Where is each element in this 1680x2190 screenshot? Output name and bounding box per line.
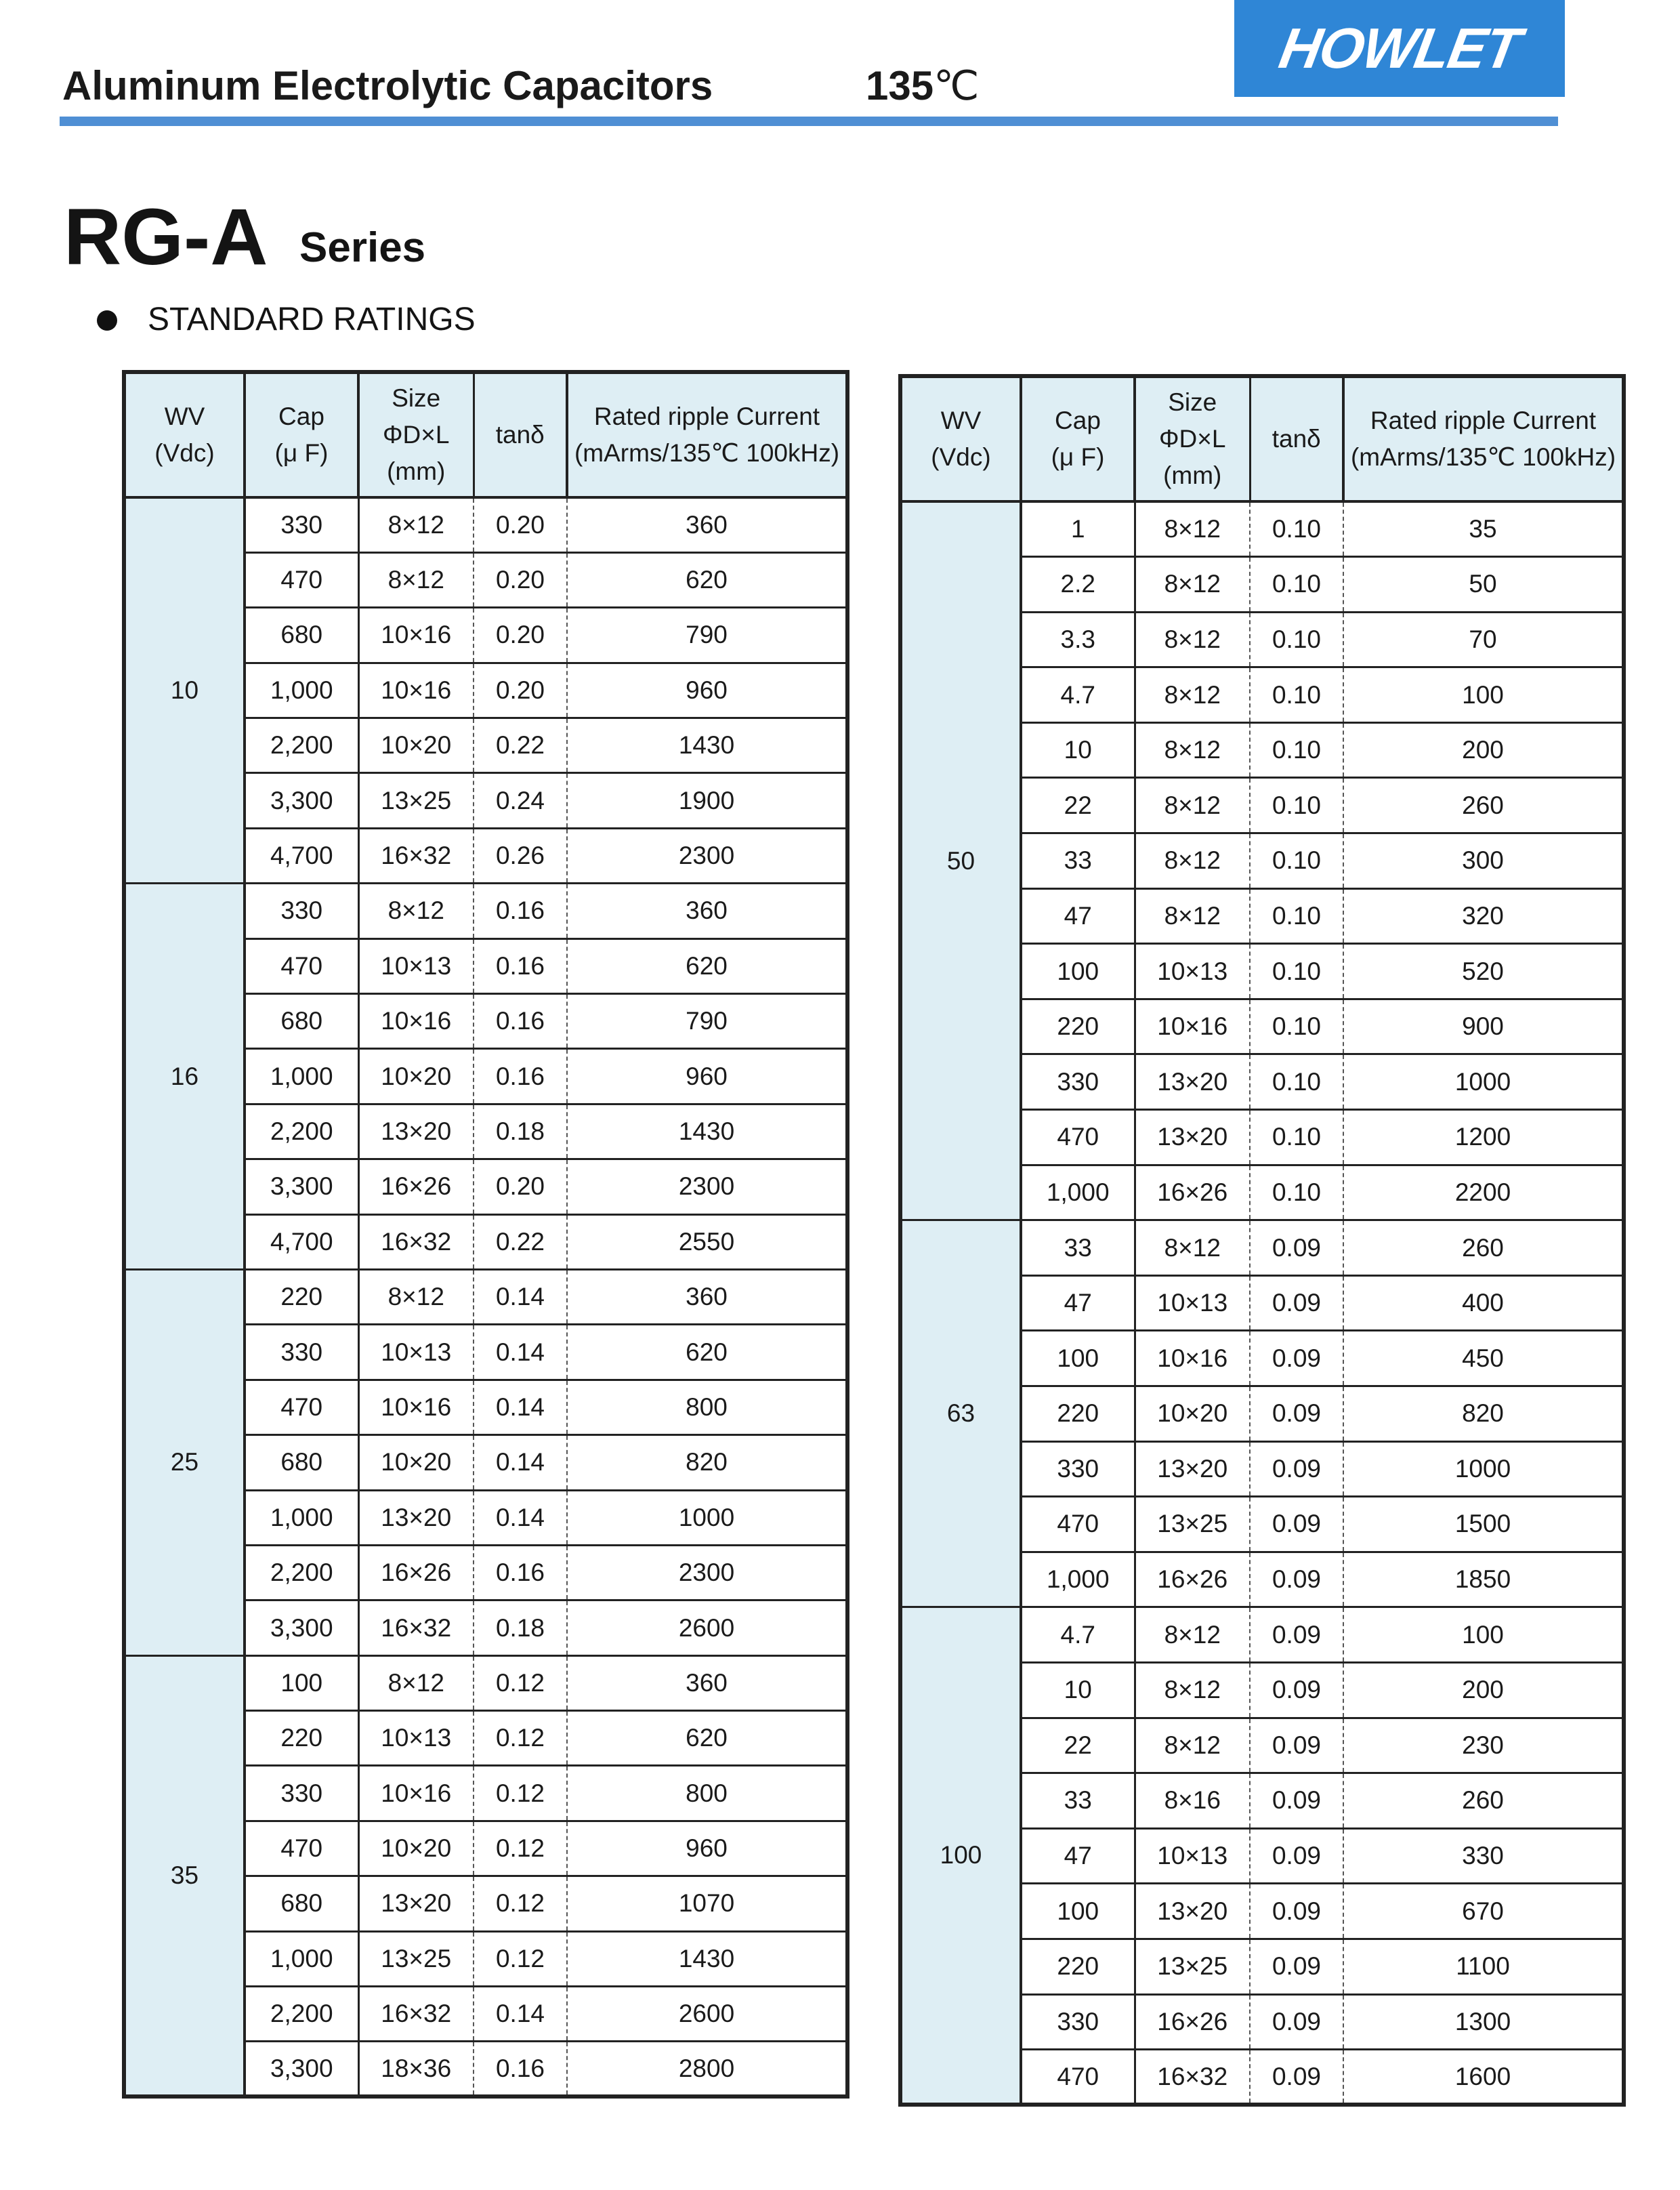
column-header-ripple: Rated ripple Current (mArms/135℃ 100kHz) [567, 372, 847, 497]
cap-cell: 1,000 [245, 1490, 358, 1545]
column-header-wv: WV (Vdc) [124, 372, 245, 497]
size-cell: 10×16 [358, 608, 474, 663]
size-cell: 13×20 [1135, 1441, 1250, 1497]
tan-cell: 0.10 [1250, 557, 1343, 613]
tan-cell: 0.09 [1250, 1497, 1343, 1552]
tan-cell: 0.09 [1250, 1773, 1343, 1829]
size-cell: 10×16 [1135, 1331, 1250, 1386]
cap-cell: 330 [245, 1325, 358, 1380]
ratings-body-left [124, 497, 847, 2096]
ripple-cell: 1500 [1343, 1497, 1624, 1552]
tan-cell: 0.18 [474, 1600, 567, 1655]
ripple-cell: 1300 [1343, 1994, 1624, 2050]
cap-cell: 3,300 [245, 2042, 358, 2096]
tan-cell: 0.14 [474, 1325, 567, 1380]
cap-cell: 470 [1021, 2050, 1135, 2105]
ripple-cell: 360 [567, 1655, 847, 1710]
size-cell: 8×12 [1135, 667, 1250, 723]
size-cell: 16×26 [1135, 1552, 1250, 1607]
column-header-size: Size ΦD×L (mm) [358, 372, 474, 497]
tan-cell: 0.20 [474, 497, 567, 552]
size-cell: 10×16 [358, 1766, 474, 1821]
table-header-row [900, 376, 1624, 501]
table-header-row [124, 372, 847, 497]
tan-cell: 0.09 [1250, 2050, 1343, 2105]
size-cell: 8×12 [1135, 1220, 1250, 1276]
size-cell: 8×12 [358, 552, 474, 607]
tan-cell: 0.10 [1250, 1165, 1343, 1220]
temperature-value: 135 [866, 63, 934, 108]
cap-cell: 1,000 [1021, 1165, 1135, 1220]
ripple-cell: 450 [1343, 1331, 1624, 1386]
size-cell: 8×12 [358, 1655, 474, 1710]
tan-cell: 0.24 [474, 773, 567, 828]
cap-cell: 470 [245, 552, 358, 607]
ripple-cell: 200 [1343, 1662, 1624, 1718]
tan-cell: 0.10 [1250, 722, 1343, 778]
tan-cell: 0.10 [1250, 833, 1343, 889]
ratings-body-right [900, 501, 1624, 2105]
column-header-size: Size ΦD×L (mm) [1135, 376, 1250, 501]
cap-cell: 330 [1021, 1994, 1135, 2050]
size-cell: 16×32 [358, 1987, 474, 2042]
cap-cell: 2,200 [245, 718, 358, 773]
ripple-cell: 1000 [567, 1490, 847, 1545]
size-cell: 8×12 [1135, 557, 1250, 613]
cap-cell: 100 [1021, 1331, 1135, 1386]
tan-cell: 0.10 [1250, 944, 1343, 999]
tan-cell: 0.22 [474, 1214, 567, 1269]
cap-cell: 680 [245, 1435, 358, 1490]
cap-cell: 220 [1021, 1939, 1135, 1994]
size-cell: 10×13 [358, 1711, 474, 1766]
cap-cell: 680 [245, 1876, 358, 1931]
wv-cell: 25 [124, 1269, 245, 1655]
tan-cell: 0.16 [474, 1545, 567, 1600]
size-cell: 8×16 [1135, 1773, 1250, 1829]
size-cell: 16×26 [358, 1159, 474, 1214]
size-cell: 13×20 [358, 1490, 474, 1545]
ripple-cell: 670 [1343, 1884, 1624, 1939]
cap-cell: 680 [245, 608, 358, 663]
cap-cell: 4,700 [245, 1214, 358, 1269]
cap-cell: 10 [1021, 1662, 1135, 1718]
cap-cell: 47 [1021, 1828, 1135, 1884]
cap-cell: 220 [245, 1711, 358, 1766]
ripple-cell: 2800 [567, 2042, 847, 2096]
size-cell: 13×20 [358, 1876, 474, 1931]
cap-cell: 100 [1021, 1884, 1135, 1939]
ripple-cell: 1200 [1343, 1110, 1624, 1165]
size-cell: 18×36 [358, 2042, 474, 2096]
size-cell: 8×12 [1135, 1607, 1250, 1663]
cap-cell: 470 [1021, 1497, 1135, 1552]
section-label: STANDARD RATINGS [148, 302, 476, 337]
ripple-cell: 50 [1343, 557, 1624, 613]
ripple-cell: 820 [567, 1435, 847, 1490]
tan-cell: 0.10 [1250, 667, 1343, 723]
ratings-table-left [122, 370, 849, 2099]
ripple-cell: 1600 [1343, 2050, 1624, 2105]
size-cell: 8×12 [1135, 888, 1250, 944]
size-cell: 13×25 [1135, 1939, 1250, 1994]
size-cell: 10×13 [358, 938, 474, 993]
size-cell: 13×20 [1135, 1054, 1250, 1110]
ratings-table-right [898, 374, 1626, 2107]
size-cell: 10×13 [1135, 1828, 1250, 1884]
ripple-cell: 35 [1343, 501, 1624, 557]
size-cell: 10×20 [1135, 1386, 1250, 1442]
size-cell: 10×16 [358, 994, 474, 1049]
size-cell: 8×12 [1135, 612, 1250, 667]
cap-cell: 470 [245, 1821, 358, 1876]
tan-cell: 0.18 [474, 1104, 567, 1159]
ripple-cell: 100 [1343, 1607, 1624, 1663]
ripple-cell: 1430 [567, 1931, 847, 1986]
cap-cell: 3.3 [1021, 612, 1135, 667]
wv-cell: 100 [900, 1607, 1021, 2105]
ripple-cell: 800 [567, 1380, 847, 1434]
ripple-cell: 1850 [1343, 1552, 1624, 1607]
ripple-cell: 100 [1343, 667, 1624, 723]
ripple-cell: 1900 [567, 773, 847, 828]
size-cell: 10×20 [358, 1049, 474, 1104]
cap-cell: 100 [1021, 944, 1135, 999]
series-suffix: Series [299, 224, 426, 271]
tan-cell: 0.12 [474, 1766, 567, 1821]
size-cell: 10×20 [358, 1435, 474, 1490]
cap-cell: 330 [1021, 1441, 1135, 1497]
tan-cell: 0.09 [1250, 1662, 1343, 1718]
size-cell: 10×16 [358, 1380, 474, 1434]
tan-cell: 0.12 [474, 1931, 567, 1986]
cap-cell: 33 [1021, 833, 1135, 889]
size-cell: 16×26 [1135, 1165, 1250, 1220]
tan-cell: 0.20 [474, 663, 567, 718]
tan-cell: 0.22 [474, 718, 567, 773]
cap-cell: 220 [1021, 1386, 1135, 1442]
tan-cell: 0.09 [1250, 1718, 1343, 1773]
ripple-cell: 2200 [1343, 1165, 1624, 1220]
cap-cell: 3,300 [245, 1600, 358, 1655]
cap-cell: 22 [1021, 778, 1135, 833]
size-cell: 16×32 [1135, 2050, 1250, 2105]
size-cell: 8×12 [358, 884, 474, 938]
logo-text: HOWLET [1274, 16, 1525, 80]
size-cell: 10×20 [358, 718, 474, 773]
document-title: Aluminum Electrolytic Capacitors [62, 63, 713, 108]
cap-cell: 100 [245, 1655, 358, 1710]
cap-cell: 220 [245, 1269, 358, 1324]
tan-cell: 0.20 [474, 552, 567, 607]
size-cell: 8×12 [1135, 501, 1250, 557]
cap-cell: 3,300 [245, 773, 358, 828]
size-cell: 8×12 [1135, 778, 1250, 833]
cap-cell: 33 [1021, 1220, 1135, 1276]
column-header-ripple: Rated ripple Current (mArms/135℃ 100kHz) [1343, 376, 1624, 501]
tan-cell: 0.09 [1250, 1884, 1343, 1939]
tan-cell: 0.12 [474, 1821, 567, 1876]
tan-cell: 0.10 [1250, 888, 1343, 944]
size-cell: 8×12 [358, 1269, 474, 1324]
ripple-cell: 230 [1343, 1718, 1624, 1773]
size-cell: 13×20 [1135, 1884, 1250, 1939]
ripple-cell: 70 [1343, 612, 1624, 667]
column-header-wv: WV (Vdc) [900, 376, 1021, 501]
tan-cell: 0.10 [1250, 501, 1343, 557]
ripple-cell: 620 [567, 552, 847, 607]
column-header-cap: Cap (μ F) [245, 372, 358, 497]
tan-cell: 0.09 [1250, 1331, 1343, 1386]
size-cell: 10×16 [358, 663, 474, 718]
ripple-cell: 200 [1343, 722, 1624, 778]
cap-cell: 1,000 [245, 663, 358, 718]
size-cell: 16×26 [1135, 1994, 1250, 2050]
ripple-cell: 960 [567, 1049, 847, 1104]
size-cell: 16×26 [358, 1545, 474, 1600]
tan-cell: 0.20 [474, 1159, 567, 1214]
ripple-cell: 1430 [567, 1104, 847, 1159]
cap-cell: 330 [245, 1766, 358, 1821]
ripple-cell: 800 [567, 1766, 847, 1821]
header-divider [60, 117, 1558, 126]
wv-cell: 63 [900, 1220, 1021, 1607]
cap-cell: 4,700 [245, 828, 358, 883]
tan-cell: 0.16 [474, 884, 567, 938]
tan-cell: 0.12 [474, 1876, 567, 1931]
size-cell: 13×20 [1135, 1110, 1250, 1165]
cap-cell: 470 [1021, 1110, 1135, 1165]
table-row [124, 497, 847, 552]
size-cell: 13×20 [358, 1104, 474, 1159]
tan-cell: 0.09 [1250, 1939, 1343, 1994]
tan-cell: 0.10 [1250, 999, 1343, 1054]
temperature-rating [866, 62, 980, 110]
ripple-cell: 900 [1343, 999, 1624, 1054]
cap-cell: 470 [245, 1380, 358, 1434]
size-cell: 16×32 [358, 1600, 474, 1655]
tan-cell: 0.09 [1250, 1220, 1343, 1276]
tan-cell: 0.09 [1250, 1552, 1343, 1607]
size-cell: 10×13 [1135, 1275, 1250, 1331]
ripple-cell: 1100 [1343, 1939, 1624, 1994]
ripple-cell: 320 [1343, 888, 1624, 944]
size-cell: 13×25 [358, 773, 474, 828]
size-cell: 13×25 [358, 1931, 474, 1986]
ripple-cell: 1000 [1343, 1441, 1624, 1497]
tan-cell: 0.10 [1250, 1110, 1343, 1165]
tan-cell: 0.09 [1250, 1386, 1343, 1442]
cap-cell: 4.7 [1021, 1607, 1135, 1663]
cap-cell: 470 [245, 938, 358, 993]
tan-cell: 0.16 [474, 2042, 567, 2096]
ripple-cell: 400 [1343, 1275, 1624, 1331]
table-row [900, 1220, 1624, 1276]
tan-cell: 0.14 [474, 1987, 567, 2042]
tan-cell: 0.10 [1250, 612, 1343, 667]
size-cell: 10×13 [1135, 944, 1250, 999]
tan-cell: 0.26 [474, 828, 567, 883]
size-cell: 16×32 [358, 828, 474, 883]
cap-cell: 1,000 [245, 1931, 358, 1986]
ripple-cell: 620 [567, 1711, 847, 1766]
table-row [124, 1269, 847, 1324]
ripple-cell: 260 [1343, 778, 1624, 833]
tan-cell: 0.14 [474, 1269, 567, 1324]
ripple-cell: 260 [1343, 1220, 1624, 1276]
tan-cell: 0.09 [1250, 1994, 1343, 2050]
ripple-cell: 2600 [567, 1987, 847, 2042]
wv-cell: 16 [124, 884, 245, 1270]
ripple-cell: 1000 [1343, 1054, 1624, 1110]
ripple-cell: 620 [567, 1325, 847, 1380]
ripple-cell: 360 [567, 1269, 847, 1324]
cap-cell: 22 [1021, 1718, 1135, 1773]
size-cell: 8×12 [1135, 1662, 1250, 1718]
size-cell: 10×13 [358, 1325, 474, 1380]
tan-cell: 0.14 [474, 1435, 567, 1490]
ripple-cell: 2300 [567, 1159, 847, 1214]
tan-cell: 0.12 [474, 1711, 567, 1766]
tan-cell: 0.09 [1250, 1441, 1343, 1497]
size-cell: 10×16 [1135, 999, 1250, 1054]
ripple-cell: 790 [567, 994, 847, 1049]
ripple-cell: 520 [1343, 944, 1624, 999]
cap-cell: 47 [1021, 1275, 1135, 1331]
column-header-tan: tanδ [474, 372, 567, 497]
table-row [124, 1655, 847, 1710]
tan-cell: 0.16 [474, 994, 567, 1049]
column-header-cap: Cap (μ F) [1021, 376, 1135, 501]
wv-cell: 35 [124, 1655, 245, 2096]
tan-cell: 0.12 [474, 1655, 567, 1710]
ripple-cell: 360 [567, 884, 847, 938]
ripple-cell: 1430 [567, 718, 847, 773]
ripple-cell: 960 [567, 1821, 847, 1876]
ripple-cell: 2300 [567, 828, 847, 883]
cap-cell: 33 [1021, 1773, 1135, 1829]
size-cell: 8×12 [1135, 722, 1250, 778]
tan-cell: 0.14 [474, 1490, 567, 1545]
cap-cell: 1,000 [1021, 1552, 1135, 1607]
tan-cell: 0.16 [474, 938, 567, 993]
cap-cell: 4.7 [1021, 667, 1135, 723]
cap-cell: 1,000 [245, 1049, 358, 1104]
column-header-tan: tanδ [1250, 376, 1343, 501]
series-name: RG-A [64, 192, 268, 282]
table-row [124, 884, 847, 938]
ripple-cell: 960 [567, 663, 847, 718]
ripple-cell: 330 [1343, 1828, 1624, 1884]
cap-cell: 1 [1021, 501, 1135, 557]
cap-cell: 2,200 [245, 1545, 358, 1600]
cap-cell: 2.2 [1021, 557, 1135, 613]
wv-cell: 10 [124, 497, 245, 884]
temperature-unit: ℃ [933, 63, 980, 108]
tan-cell: 0.09 [1250, 1275, 1343, 1331]
ripple-cell: 300 [1343, 833, 1624, 889]
cap-cell: 3,300 [245, 1159, 358, 1214]
cap-cell: 2,200 [245, 1104, 358, 1159]
ripple-cell: 820 [1343, 1386, 1624, 1442]
size-cell: 8×12 [1135, 1718, 1250, 1773]
cap-cell: 47 [1021, 888, 1135, 944]
wv-cell: 50 [900, 501, 1021, 1220]
size-cell: 16×32 [358, 1214, 474, 1269]
cap-cell: 330 [245, 884, 358, 938]
tan-cell: 0.14 [474, 1380, 567, 1434]
tan-cell: 0.10 [1250, 1054, 1343, 1110]
ripple-cell: 1070 [567, 1876, 847, 1931]
ripple-cell: 360 [567, 497, 847, 552]
cap-cell: 10 [1021, 722, 1135, 778]
ripple-cell: 620 [567, 938, 847, 993]
ripple-cell: 2600 [567, 1600, 847, 1655]
size-cell: 13×25 [1135, 1497, 1250, 1552]
ripple-cell: 2300 [567, 1545, 847, 1600]
cap-cell: 2,200 [245, 1987, 358, 2042]
tan-cell: 0.09 [1250, 1607, 1343, 1663]
tan-cell: 0.16 [474, 1049, 567, 1104]
cap-cell: 330 [1021, 1054, 1135, 1110]
bullet-icon [97, 310, 117, 331]
cap-cell: 330 [245, 497, 358, 552]
tan-cell: 0.10 [1250, 778, 1343, 833]
ripple-cell: 2550 [567, 1214, 847, 1269]
tan-cell: 0.20 [474, 608, 567, 663]
howlet-logo [1234, 0, 1565, 97]
table-row [900, 1607, 1624, 1663]
tan-cell: 0.09 [1250, 1828, 1343, 1884]
cap-cell: 220 [1021, 999, 1135, 1054]
cap-cell: 680 [245, 994, 358, 1049]
ripple-cell: 790 [567, 608, 847, 663]
table-row [900, 501, 1624, 557]
ripple-cell: 260 [1343, 1773, 1624, 1829]
size-cell: 8×12 [358, 497, 474, 552]
size-cell: 8×12 [1135, 833, 1250, 889]
size-cell: 10×20 [358, 1821, 474, 1876]
